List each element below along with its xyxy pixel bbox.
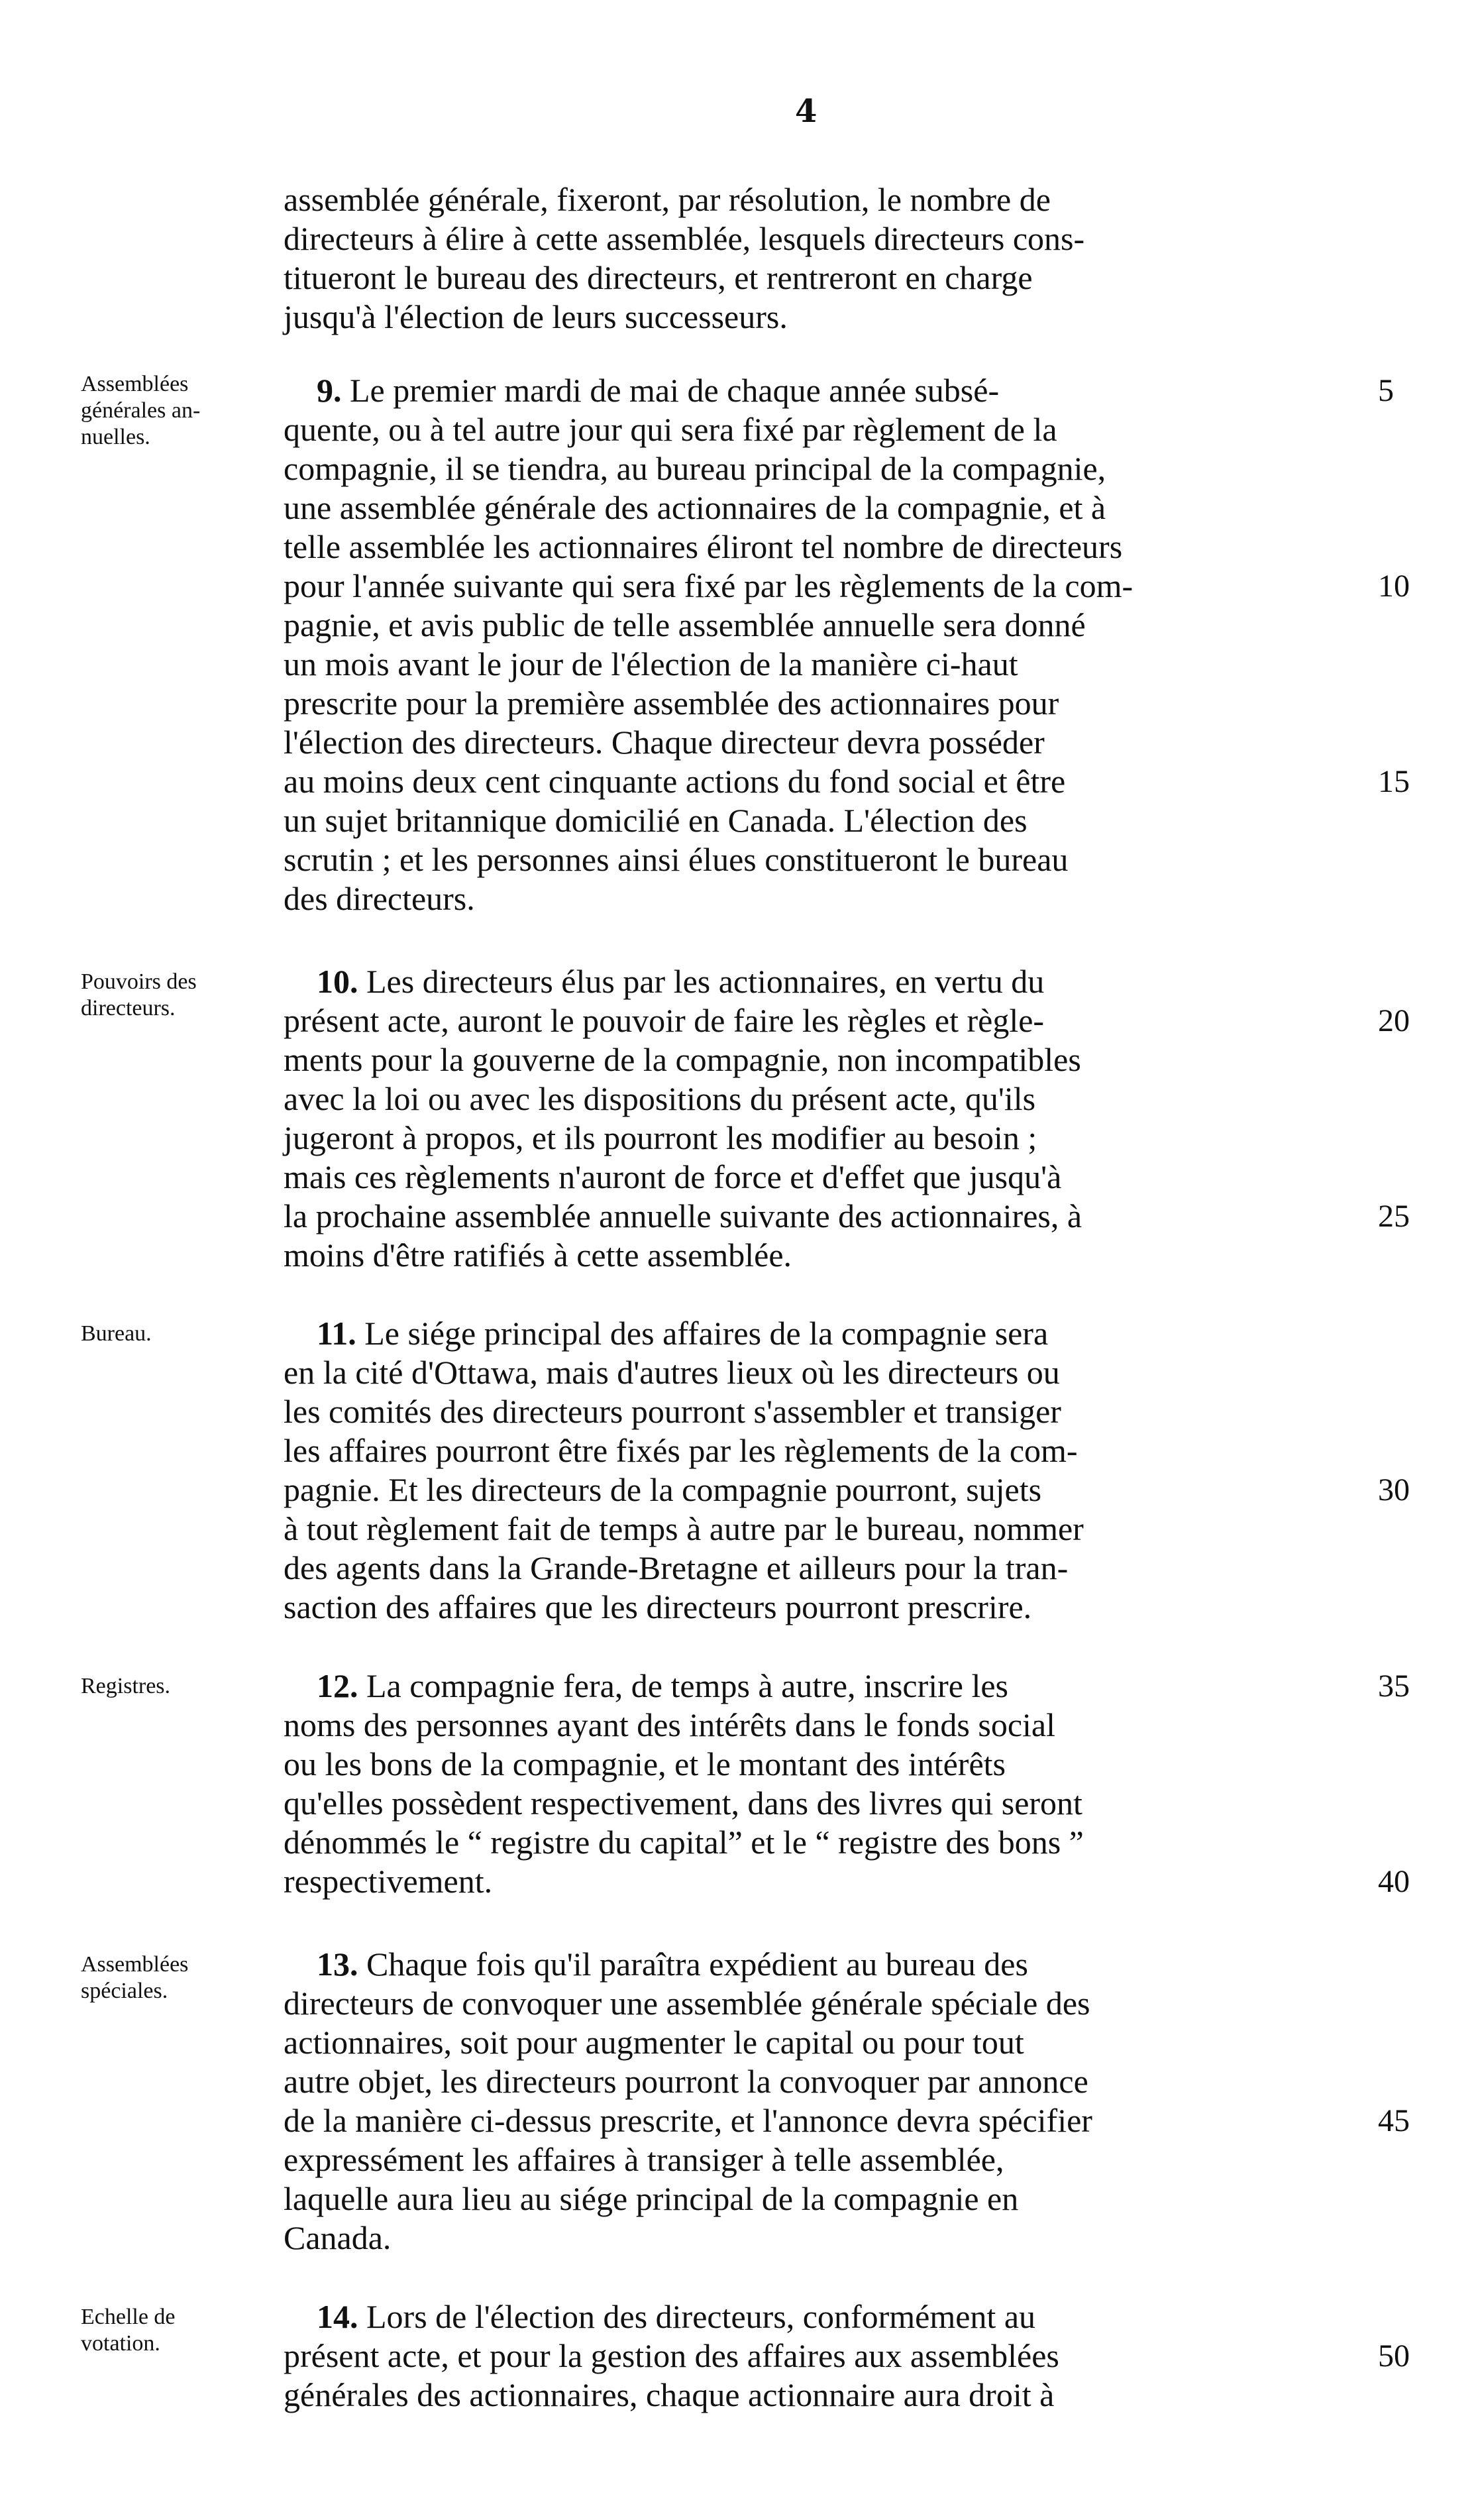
text-line: les comités des directeurs pourront s'assembler et transiger [284, 1393, 1061, 1430]
text-line: directeurs à élire à cette assemblée, lesquels directeurs cons- [284, 220, 1085, 257]
text-line: 10. Les directeurs élus par les actionnaires, en vertu du [317, 963, 1045, 1000]
text-line: 14. Lors de l'élection des directeurs, conformément au [317, 2298, 1036, 2335]
section-number: 10. [317, 963, 358, 1000]
line-number: 45 [1378, 2103, 1410, 2138]
line-number: 30 [1378, 1472, 1410, 1507]
text-line: ou les bons de la compagnie, et le montant des intérêts [284, 1745, 1006, 1782]
line-number: 35 [1378, 1669, 1410, 1704]
text-line: de la manière ci-dessus prescrite, et l'annonce devra spécifier [284, 2102, 1092, 2139]
text-line: pour l'année suivante qui sera fixé par les règlements de la com- [284, 567, 1133, 604]
paragraph-section-14 [284, 2297, 1367, 2415]
margin-note-line: Bureau. [81, 1321, 152, 1346]
text-line: avec la loi ou avec les dispositions du présent acte, qu'ils [284, 1080, 1036, 1117]
text-line: pagnie. Et les directeurs de la compagnie pourront, sujets [284, 1471, 1042, 1508]
text-line: des directeurs. [284, 880, 475, 917]
text-line: noms des personnes ayant des intérêts dans le fonds social [284, 1706, 1056, 1743]
text-line: pagnie, et avis public de telle assemblée annuelle sera donné [284, 606, 1086, 643]
text-line: présent acte, et pour la gestion des affaires aux assemblées [284, 2337, 1059, 2374]
text-line: au moins deux cent cinquante actions du fond social et être [284, 763, 1066, 800]
text-line: l'élection des directeurs. Chaque directeur devra posséder [284, 724, 1045, 761]
margin-note-line: Assemblées [81, 372, 189, 396]
margin-note-line: générales an- [81, 398, 201, 423]
text-line: une assemblée générale des actionnaires de la compagnie, et à [284, 489, 1106, 526]
line-number: 25 [1378, 1199, 1410, 1234]
text-line: titueront le bureau des directeurs, et rentreront en charge [284, 259, 1033, 296]
text-line: compagnie, il se tiendra, au bureau principal de la compagnie, [284, 450, 1106, 487]
line-number: 10 [1378, 569, 1410, 604]
text-line: générales des actionnaires, chaque actionnaire aura droit à [284, 2376, 1055, 2413]
margin-note-line: votation. [81, 2331, 160, 2356]
text-line: assemblée générale, fixeront, par résolution, le nombre de [284, 181, 1051, 218]
text-line: des agents dans la Grande-Bretagne et ailleurs pour la tran- [284, 1549, 1069, 1586]
section-number: 13. [317, 1945, 358, 1983]
paragraph-section-9 [284, 371, 1367, 918]
text-line: actionnaires, soit pour augmenter le capital ou pour tout [284, 2024, 1024, 2061]
line-number: 5 [1378, 373, 1394, 408]
text-line: dénommés le “ registre du capital” et le “ registre des bons ” [284, 1824, 1084, 1861]
text-line: laquelle aura lieu au siége principal de la compagnie en [284, 2180, 1019, 2217]
section-number: 11. [317, 1315, 356, 1352]
text-line: jugeront à propos, et ils pourront les modifier au besoin ; [284, 1119, 1037, 1156]
margin-note-line: Registres. [81, 1674, 171, 1698]
text-line: mais ces règlements n'auront de force et d'effet que jusqu'à [284, 1158, 1062, 1195]
paragraph-section-13 [284, 1945, 1367, 2258]
text-line: ments pour la gouverne de la compagnie, non incompatibles [284, 1041, 1081, 1078]
text-line: autre objet, les directeurs pourront la convoquer par annonce [284, 2063, 1088, 2100]
text-line: 13. Chaque fois qu'il paraîtra expédient au bureau des [317, 1945, 1028, 1983]
text-line: respectivement. [284, 1863, 493, 1900]
text-line: un sujet britannique domicilié en Canada. L'élection des [284, 802, 1028, 839]
text-line: qu'elles possèdent respectivement, dans des livres qui seront [284, 1784, 1082, 1822]
margin-note-pouvoirs-directeurs [81, 969, 260, 1022]
text-line: quente, ou à tel autre jour qui sera fixé par règlement de la [284, 411, 1057, 448]
text-line: 9. Le premier mardi de mai de chaque année subsé- [317, 372, 1000, 409]
margin-note-line: Pouvoirs des [81, 969, 197, 994]
paragraph-section-11 [284, 1314, 1367, 1627]
margin-note-echelle-votation [81, 2304, 260, 2357]
text-line: scrutin ; et les personnes ainsi élues constitueront le bureau [284, 841, 1069, 878]
line-number: 20 [1378, 1003, 1410, 1038]
text-line: saction des affaires que les directeurs pourront prescrire. [284, 1588, 1032, 1625]
margin-note-bureau [81, 1321, 260, 1347]
margin-note-line: directeurs. [81, 996, 176, 1020]
text-line: la prochaine assemblée annuelle suivante des actionnaires, à [284, 1197, 1082, 1234]
line-number: 50 [1378, 2338, 1410, 2374]
paragraph-section-12 [284, 1667, 1367, 1901]
text-line: expressément les affaires à transiger à telle assemblée, [284, 2141, 1004, 2178]
margin-note-registres [81, 1673, 260, 1700]
text-line: directeurs de convoquer une assemblée générale spéciale des [284, 1985, 1090, 2022]
margin-note-line: nuelles. [81, 425, 150, 449]
margin-note-line: Assemblées [81, 1952, 189, 1977]
line-number: 40 [1378, 1864, 1410, 1899]
text-line: 12. La compagnie fera, de temps à autre, inscrire les [317, 1667, 1008, 1704]
text-line: prescrite pour la première assemblée des actionnaires pour [284, 685, 1059, 722]
line-number: 15 [1378, 764, 1410, 799]
section-number: 12. [317, 1667, 358, 1704]
paragraph-section-10 [284, 962, 1367, 1275]
text-line: telle assemblée les actionnaires éliront tel nombre de directeurs [284, 528, 1123, 565]
text-line: présent acte, auront le pouvoir de faire les règles et règle- [284, 1002, 1045, 1039]
paragraph-continuation [284, 180, 1367, 337]
section-number: 14. [317, 2298, 358, 2335]
margin-note-assemblees-speciales [81, 1951, 260, 2004]
margin-note-assemblees-annuelles [81, 371, 260, 451]
text-line: un mois avant le jour de l'élection de la manière ci-haut [284, 645, 1018, 683]
margin-note-line: spéciales. [81, 1979, 168, 2003]
page-number: 4 [795, 93, 817, 130]
text-line: moins d'être ratifiés à cette assemblée. [284, 1236, 792, 1274]
text-line: les affaires pourront être fixés par les règlements de la com- [284, 1432, 1078, 1469]
text-line: 11. Le siége principal des affaires de la compagnie sera [317, 1315, 1049, 1352]
text-line: en la cité d'Ottawa, mais d'autres lieux où les directeurs ou [284, 1354, 1060, 1391]
section-number: 9. [317, 372, 342, 409]
margin-note-line: Echelle de [81, 2305, 176, 2329]
text-line: à tout règlement fait de temps à autre par le bureau, nommer [284, 1510, 1084, 1547]
text-line: jusqu'à l'élection de leurs successeurs. [284, 298, 788, 335]
text-line: Canada. [284, 2219, 392, 2256]
